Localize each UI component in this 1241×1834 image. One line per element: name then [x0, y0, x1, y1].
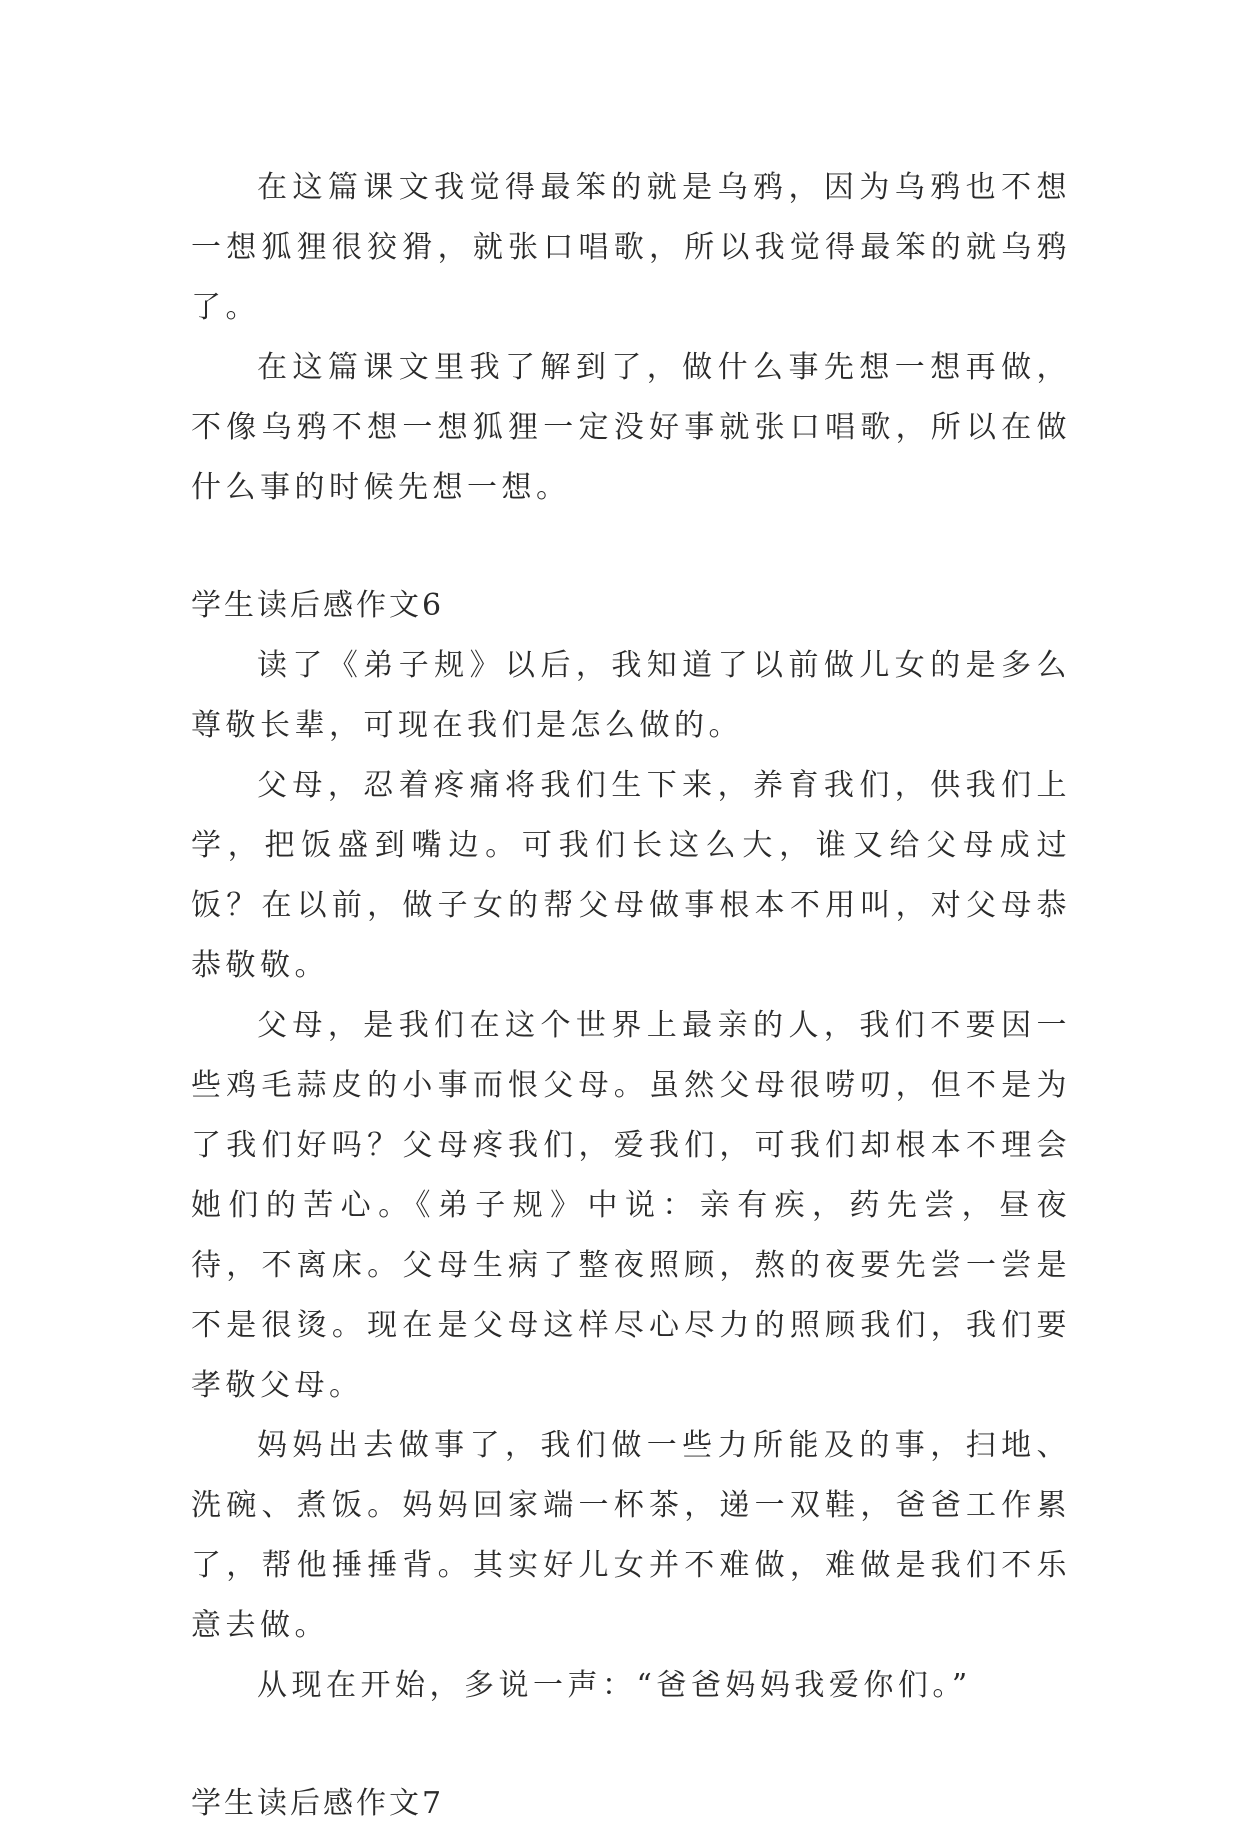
- paragraph: 父母，忍着疼痛将我们生下来，养育我们，供我们上学，把饭盛到嘴边。可我们长这么大，谁又给父母成过饭？在以前，做子女的帮父母做事根本不用叫，对父母恭恭敬敬。: [191, 768, 1071, 983]
- section-heading: 学生读后感作文6: [191, 588, 445, 623]
- paragraph: 读了《弟子规》以后，我知道了以前做儿女的是多么尊敬长辈，可现在我们是怎么做的。: [191, 648, 1071, 743]
- paragraph: 在这篇课文我觉得最笨的就是乌鸦，因为乌鸦也不想一想狐狸很狡猾，就张口唱歌，所以我觉得最笨的就乌鸦了。: [191, 170, 1071, 325]
- document-body: [191, 158, 1071, 1834]
- paragraph: 从现在开始，多说一声：“爸爸妈妈我爱你们。”: [257, 1668, 972, 1703]
- section-spacer: [191, 1716, 1071, 1774]
- section-spacer: [191, 518, 1071, 576]
- paragraph: 妈妈出去做事了，我们做一些力所能及的事，扫地、洗碗、煮饭。妈妈回家端一杯茶，递一双鞋，爸爸工作累了，帮他捶捶背。其实好儿女并不难做，难做是我们不乐意去做。: [191, 1428, 1071, 1643]
- section-heading: 学生读后感作文7: [191, 1786, 445, 1821]
- paragraph: 在这篇课文里我了解到了，做什么事先想一想再做，不像乌鸦不想一想狐狸一定没好事就张口唱歌，所以在做什么事的时候先想一想。: [191, 350, 1071, 505]
- paragraph: 父母，是我们在这个世界上最亲的人，我们不要因一些鸡毛蒜皮的小事而恨父母。虽然父母很唠叨，但不是为了我们好吗？父母疼我们，爱我们，可我们却根本不理会她们的苦心。《弟子规》中说：亲有疾，药先尝，昼夜待，不离床。父母生病了整夜照顾，熬的夜要先尝一尝是不是很烫。现在是父母这样尽心尽力的照顾我们，我们要孝敬父母。: [191, 1008, 1071, 1403]
